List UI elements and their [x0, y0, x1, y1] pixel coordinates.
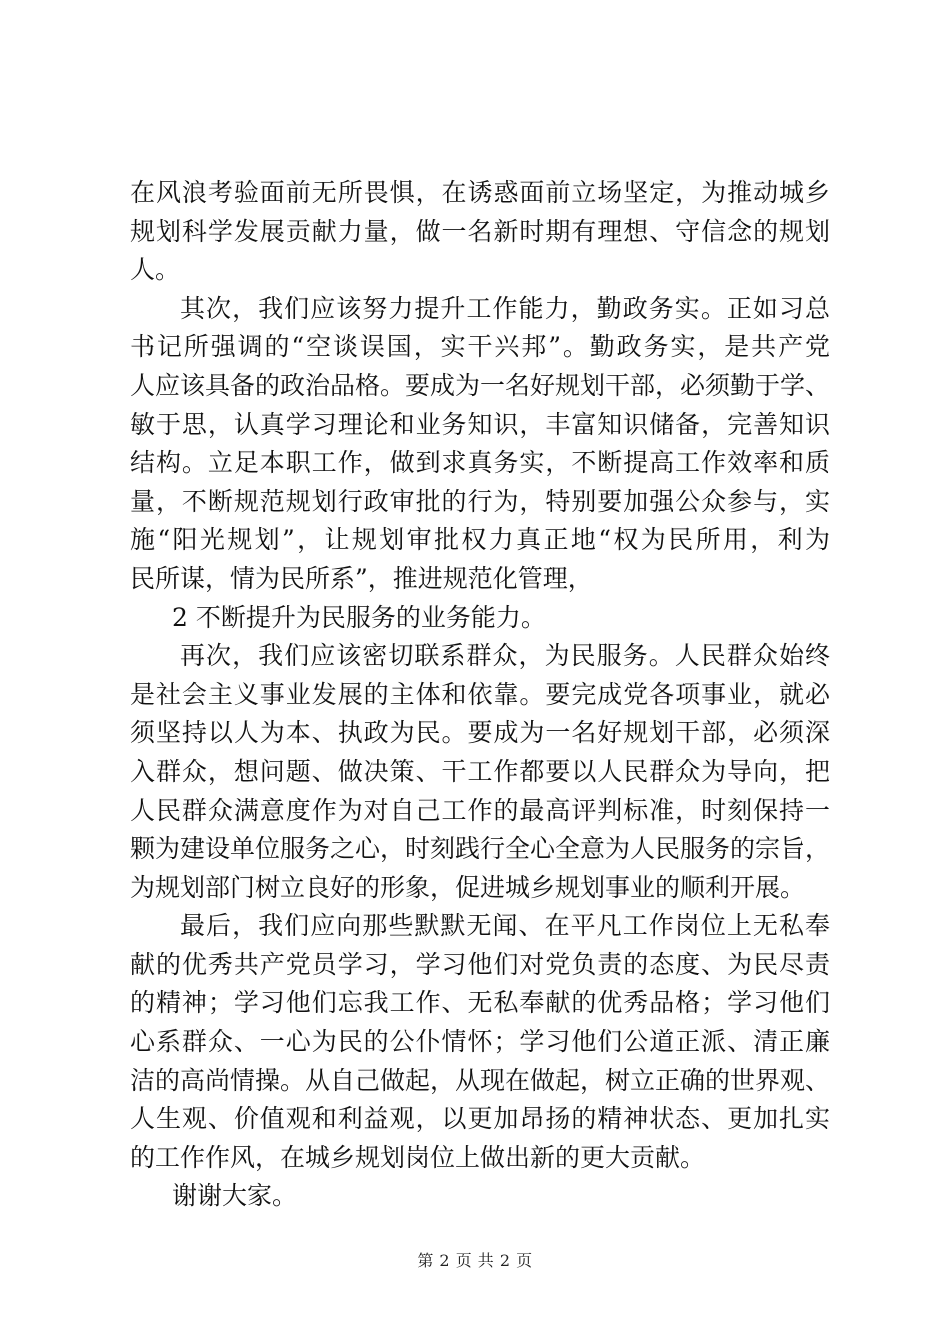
- paragraph-start-line: 其次，我们应该努力提升工作能力，勤政务实。正如习总: [180, 293, 830, 323]
- text-line: 规划科学发展贡献力量，做一名新时期有理想、守信念的规划: [130, 216, 830, 246]
- text-line: 须坚持以人为本、执政为民。要成为一名好规划干部，必须深: [130, 718, 830, 748]
- page-footer: 第 2 页 共 2 页: [417, 1251, 533, 1270]
- text-line: 的精神；学习他们忘我工作、无私奉献的优秀品格；学习他们: [130, 988, 830, 1018]
- paragraph-start-line: 2 不断提升为民服务的业务能力。: [172, 602, 546, 632]
- text-line: 量，不断规范规划行政审批的行为，特别要加强公众参与，实: [130, 486, 830, 516]
- text-line: 在风浪考验面前无所畏惧，在诱惑面前立场坚定，为推动城乡: [130, 178, 830, 207]
- closing-line: 谢谢大家。: [172, 1181, 298, 1211]
- paragraph-start-line: 再次，我们应该密切联系群众，为民服务。人民群众始终: [180, 641, 830, 671]
- text-line: 人。: [130, 255, 181, 285]
- text-line: 施“阳光规划”，让规划审批权力真正地“权为民所用，利为: [130, 525, 830, 555]
- text-line: 心系群众、一心为民的公仆情怀；学习他们公道正派、清正廉: [130, 1027, 830, 1057]
- text-line: 为规划部门树立良好的形象，促进城乡规划事业的顺利开展。: [130, 872, 806, 902]
- text-line: 书记所强调的“空谈误国，实干兴邦”。勤政务实，是共产党: [130, 332, 830, 362]
- text-line: 人应该具备的政治品格。要成为一名好规划干部，必须勤于学、: [130, 370, 831, 400]
- text-line: 的工作作风，在城乡规划岗位上做出新的更大贡献。: [130, 1142, 706, 1172]
- text-line: 结构。立足本职工作，做到求真务实，不断提高工作效率和质: [130, 448, 830, 478]
- paragraph-start-line: 最后，我们应向那些默默无闻、在平凡工作岗位上无私奉: [180, 911, 830, 941]
- text-line: 敏于思，认真学习理论和业务知识，丰富知识储备，完善知识: [130, 409, 830, 439]
- text-line: 颗为建设单位服务之心，时刻践行全心全意为人民服务的宗旨，: [130, 834, 831, 864]
- text-line: 献的优秀共产党员学习，学习他们对党负责的态度、为民尽责: [130, 949, 830, 979]
- text-line: 民所谋，情为民所系”，推进规范化管理，: [130, 563, 593, 593]
- text-line: 人生观、价值观和利益观，以更加昂扬的精神状态、更加扎实: [130, 1104, 830, 1134]
- text-line: 是社会主义事业发展的主体和依靠。要完成党各项事业，就必: [130, 679, 830, 709]
- body-text: [130, 174, 830, 1216]
- text-line: 人民群众满意度作为对自己工作的最高评判标准，时刻保持一: [130, 795, 830, 825]
- text-line: 入群众，想问题、做决策、干工作都要以人民群众为导向，把: [130, 756, 830, 786]
- text-line: 洁的高尚情操。从自己做起，从现在做起，树立正确的世界观、: [130, 1065, 831, 1095]
